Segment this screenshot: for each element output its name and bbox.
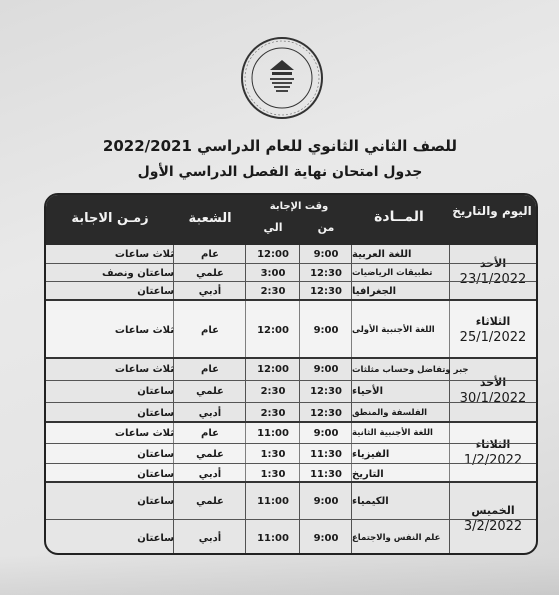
day-name: الأحد xyxy=(479,376,507,389)
subject-cell: الأحياء xyxy=(352,386,384,398)
start-time-cell: 9:00 xyxy=(313,427,339,439)
table-row xyxy=(46,281,536,300)
subject-cell: الكيمياء xyxy=(352,495,389,507)
duration-cell: ساعتان xyxy=(137,285,174,297)
table-row xyxy=(46,301,536,359)
subject-cell: الفلسفة والمنطق xyxy=(352,408,428,419)
end-time-cell: 12:00 xyxy=(257,248,289,260)
section-cell: عام xyxy=(201,427,219,439)
subject-cell: اللغة الأجنبية الأولى xyxy=(352,325,435,335)
day-block xyxy=(46,299,536,359)
paper-shadow xyxy=(0,555,559,595)
duration-cell: ساعتان xyxy=(137,386,174,398)
end-time-cell: 1:30 xyxy=(260,468,286,480)
exam-date: 25/1/2022 xyxy=(459,330,527,345)
col-day-header: اليوم والتاريخ xyxy=(452,204,532,218)
exam-date: 3/2/2022 xyxy=(463,519,523,534)
table-row xyxy=(46,359,536,380)
end-time-cell: 11:00 xyxy=(257,427,289,439)
start-time-cell: 12:30 xyxy=(310,386,342,398)
start-time-cell: 11:30 xyxy=(310,468,342,480)
day-block xyxy=(46,481,536,555)
end-time-cell: 12:00 xyxy=(257,364,289,376)
exam-date: 23/1/2022 xyxy=(459,272,527,287)
day-name: الأحد xyxy=(479,257,507,270)
duration-cell: ثلاث ساعات xyxy=(114,364,174,376)
table-row xyxy=(46,245,536,263)
start-time-cell: 9:00 xyxy=(313,248,339,260)
start-time-cell: 9:00 xyxy=(313,532,339,544)
day-block xyxy=(46,245,536,299)
duration-cell: ساعتان xyxy=(137,495,174,507)
ministry-seal-icon xyxy=(240,36,324,120)
subject-cell: الجغرافيا xyxy=(352,285,397,297)
day-name: الخميس xyxy=(471,504,515,517)
col-time-header: وقت الإجابة xyxy=(269,201,329,212)
start-time-cell: 12:30 xyxy=(310,407,342,419)
duration-cell: ساعتان xyxy=(137,532,174,544)
section-cell: عام xyxy=(201,324,219,336)
col-subject-header: المــادة xyxy=(374,209,424,225)
page-title: للصف الثاني الثانوي للعام الدراسي 2022/2021 xyxy=(102,137,458,155)
subject-cell: التاريخ xyxy=(352,468,384,480)
table-row xyxy=(46,380,536,402)
col-duration-header: زمـن الاجابة xyxy=(71,211,149,226)
table-row xyxy=(46,519,536,555)
section-cell: أدبي xyxy=(198,285,222,297)
duration-cell: ساعتان xyxy=(137,468,174,480)
day-name: الثلاثاء xyxy=(475,438,511,451)
section-cell: عام xyxy=(201,248,219,260)
start-time-cell: 9:00 xyxy=(313,495,339,507)
table-row xyxy=(46,483,536,519)
section-cell: أدبي xyxy=(198,407,222,419)
page-subtitle: جدول امتحان نهاية الفصل الدراسي الأول xyxy=(137,164,423,180)
duration-cell: ثلاث ساعات xyxy=(114,324,174,336)
subject-cell: جبر وتفاضل وحساب مثلثات xyxy=(352,364,469,375)
start-time-cell: 12:30 xyxy=(310,267,342,279)
day-name: الثلاثاء xyxy=(475,315,511,328)
table-header xyxy=(46,195,536,245)
table-row xyxy=(46,423,536,443)
section-cell: علمي xyxy=(196,448,224,460)
duration-cell: ثلاث ساعات xyxy=(114,427,174,439)
table-row xyxy=(46,263,536,282)
subject-cell: اللغة العربية xyxy=(352,248,412,260)
duration-cell: ساعتان ونصف xyxy=(101,267,174,279)
section-cell: علمي xyxy=(196,495,224,507)
duration-cell: ساعتان xyxy=(137,448,174,460)
section-cell: عام xyxy=(201,364,219,376)
end-time-cell: 12:00 xyxy=(257,324,289,336)
subject-cell: تطبيقات الرياضيات xyxy=(352,268,433,278)
end-time-cell: 2:30 xyxy=(260,407,286,419)
subject-cell: علم النفس والاجتماع xyxy=(352,533,441,543)
end-time-cell: 3:00 xyxy=(260,267,286,279)
section-cell: أدبي xyxy=(198,468,222,480)
subject-cell: الفيزياء xyxy=(352,448,390,460)
start-time-cell: 12:30 xyxy=(310,285,342,297)
start-time-cell: 9:00 xyxy=(313,364,339,376)
subject-cell: اللغة الأجنبية الثانية xyxy=(352,428,433,438)
col-section-header: الشعبة xyxy=(188,211,232,226)
duration-cell: ساعتان xyxy=(137,407,174,419)
duration-cell: ثلاث ساعات xyxy=(114,248,174,260)
end-time-cell: 1:30 xyxy=(260,448,286,460)
table-row xyxy=(46,443,536,464)
section-cell: أدبي xyxy=(198,532,222,544)
end-time-cell: 2:30 xyxy=(260,285,286,297)
start-time-cell: 11:30 xyxy=(310,448,342,460)
end-time-cell: 2:30 xyxy=(260,386,286,398)
col-from-header: من xyxy=(317,221,335,234)
section-cell: علمي xyxy=(196,386,224,398)
exam-date: 30/1/2022 xyxy=(459,391,527,406)
end-time-cell: 11:00 xyxy=(257,495,289,507)
col-to-header: الي xyxy=(263,221,283,234)
day-block xyxy=(46,421,536,483)
day-block xyxy=(46,357,536,423)
exam-date: 1/2/2022 xyxy=(463,453,523,468)
end-time-cell: 11:00 xyxy=(257,532,289,544)
start-time-cell: 9:00 xyxy=(313,324,339,336)
exam-schedule-table xyxy=(44,193,538,555)
section-cell: علمي xyxy=(196,267,224,279)
